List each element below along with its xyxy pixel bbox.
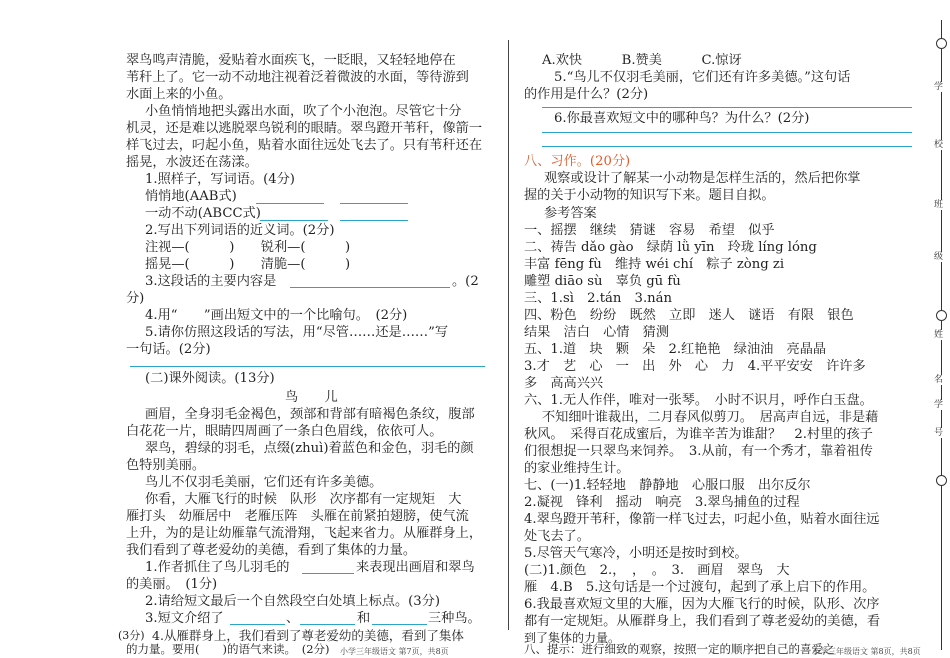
answer-line[interactable]	[542, 146, 912, 147]
text-line: 不知细叶谁裁出，二月春风似剪刀。 居高声自远，非是藉	[542, 410, 879, 425]
text-line: 3.才 艺 心 一 出 外 心 力 4.平平安安 许许多	[524, 359, 866, 374]
text-line: 八、提示：进行细致的观察，按照一定的顺序把自己的喜爱之	[524, 642, 835, 656]
page-footer: 小学三年级语文 第7页，共8页	[340, 647, 449, 656]
text-line: 的美丽。 (1分)	[126, 577, 218, 592]
page-divider	[508, 40, 509, 630]
text-line: 五、1.道 块 颗 朵 2.红艳艳 绿油油 亮晶晶	[524, 342, 827, 357]
text-line: 一、摇摆 继续 猜谜 容易 希望 似乎	[524, 223, 775, 238]
text-line: 悄悄地(AAB式)	[145, 189, 237, 204]
text-line: 、	[286, 611, 300, 626]
answer-key-heading: 参考答案	[544, 206, 597, 221]
question-1: 1.照样子，写词语。(4分)	[145, 172, 295, 187]
text-line: 结果 洁白 心情 猜测	[524, 325, 670, 340]
binding-label: 学	[934, 400, 944, 410]
binding-label: 班	[934, 200, 944, 210]
text-line: 们很想捉一只翠鸟来饲养。 3.从前，有一个秀才，靠着祖传	[524, 444, 873, 459]
text-line: 握的关于小动物的知识写下来。题目自拟。	[524, 188, 775, 203]
text-line: 色特别美丽。	[126, 458, 206, 473]
section-heading: (二)课外阅读。(13分)	[145, 371, 275, 386]
answer-line[interactable]	[256, 203, 324, 204]
text-line: 画眉，全身羽毛金褐色，颈部和背部有暗褐色条纹，腹部	[145, 407, 475, 422]
text-line: 分)	[126, 291, 145, 306]
text-line: 雁 4.B 5.这句话是一个过渡句，起到了承上启下的作用。	[524, 580, 876, 595]
text-line: (二)1.颜色 2.， ， 。 3. 画眉 翠鸟 大	[524, 563, 790, 578]
text-line: 水面上来的小鱼。	[126, 87, 232, 102]
text-line: 上升，为的是让幼雁靠气流滑翔，飞起来省力。从雁群身上，	[126, 526, 483, 541]
text-line: (3分)	[118, 629, 145, 642]
answer-line[interactable]	[542, 132, 912, 133]
text-line: 三种鸟。	[428, 611, 481, 626]
binding-label: 号	[934, 428, 944, 438]
question-4: 4.用“ ”画出短文中的一个比喻句。 (2分)	[145, 308, 408, 323]
right-page	[512, 0, 930, 657]
question-5: 5.“鸟儿不仅羽毛美丽，它们还有许多美德。”这句话	[554, 70, 851, 85]
text-line: 来表现出画眉和翠鸟	[356, 560, 475, 575]
text-line: 我们看到了尊老爱幼的美德，看到了集体的力量。	[126, 543, 417, 558]
question-2: 2.请给短文最后一个自然段空白处填上标点。(3分)	[145, 594, 441, 609]
text-line: 的家业维持生计。	[524, 461, 630, 476]
text-line: 小鱼悄悄地把头露出水面，吹了个小泡泡。尽管它十分	[145, 104, 462, 119]
text-line: 七、(一)1.轻轻地 静静地 心服口服 出尔反尔	[524, 478, 811, 493]
answer-line[interactable]	[130, 366, 485, 367]
question-6: 6.你最喜欢短文中的哪种鸟？为什么？(2分)	[554, 111, 810, 126]
text-line: 摇晃，水波还在荡漾。	[126, 155, 258, 170]
text-line: 6.我最喜欢短文里的大雁，因为大雁飞行的时候，队形、次序	[524, 597, 880, 612]
text-line: 四、粉色 纷纷 既然 立即 迷人 谜语 有限 银色	[524, 308, 854, 323]
text-line: 多 高高兴兴	[524, 376, 604, 391]
answer-line[interactable]	[340, 220, 408, 221]
text-line: 的作用是什么？(2分)	[524, 87, 649, 102]
answer-line[interactable]	[300, 624, 355, 625]
text-line: 到了集体的力量。	[524, 631, 621, 645]
question-5: 5.请你仿照这段话的写法，用“尽管……还是……”写	[145, 325, 449, 340]
answer-line[interactable]	[230, 624, 285, 625]
text-line: 苇秆上了。它一动不动地注视着泛着微波的水面，等待游到	[126, 70, 469, 85]
binding-label: 名	[934, 375, 944, 385]
question-2: 2.写出下列词语的近义词。(2分)	[145, 223, 335, 238]
binding-hole	[936, 38, 947, 49]
text-line: 翠鸟鸣声清脆，爱贴着水面疾飞，一眨眼，又轻轻地停在	[126, 53, 456, 68]
text-line: 2.凝视 锋利 摇动 响亮 3.翠鸟捕鱼的过程	[524, 495, 800, 510]
text-line: 观察或设计了解某一小动物是怎样生活的，然后把你掌	[544, 171, 861, 186]
question-3: 3.这段话的主要内容是	[145, 274, 277, 289]
text-line: 和	[357, 611, 371, 626]
answer-line[interactable]	[260, 220, 328, 221]
binding-hole	[936, 475, 947, 486]
text-line: 丰富 fēng fù 维持 wéi chí 粽子 zòng zi	[524, 257, 785, 272]
question-1: 1.作者抓住了鸟儿羽毛的	[145, 560, 290, 575]
binding-label: 学	[934, 82, 944, 92]
question-4: 4.从雁群身上，我们看到了尊老爱幼的美德，看到了集体	[152, 628, 464, 643]
binding-margin	[932, 20, 950, 650]
answer-line[interactable]	[372, 624, 427, 625]
text-line: 机灵，还是难以逃脱翠鸟锐利的眼睛。翠鸟蹬开苇秆，像箭一	[126, 121, 483, 136]
text-line: 注视—( ) 锐利—( )	[145, 240, 351, 255]
text-line: 秋风。 采得百花成蜜后，为谁辛苦为谁甜？ 2.村里的孩子	[524, 427, 873, 442]
text-line: 样飞过去，叼起小鱼，贴着水面往远处飞去了。只有苇秆还在	[126, 138, 483, 153]
text-line: 5.尽管天气寒冷，小明还是按时到校。	[524, 546, 748, 561]
answer-line[interactable]	[302, 573, 354, 574]
answer-line[interactable]	[542, 107, 912, 108]
text-line: 。(2	[452, 274, 479, 289]
text-line: 雁打头 幼雁居中 老雁压阵 头雁在前紧拍翅膀，使气流	[126, 509, 469, 524]
text-line: 鸟儿不仅羽毛美丽，它们还有许多美德。	[145, 475, 383, 490]
page-footer: 小学三年级语文 第8页，共8页	[812, 647, 921, 656]
text-line: 摇晃—( ) 清脆—( )	[145, 257, 351, 272]
binding-hole	[936, 310, 947, 321]
binding-label: 级	[934, 252, 944, 262]
question-3: 3.短文介绍了	[145, 611, 224, 626]
answer-line[interactable]	[290, 287, 450, 288]
text-line: 翠鸟，碧绿的羽毛，点缀(zhuì)着蓝色和金色，羽毛的颜	[145, 441, 474, 456]
text-line: 处飞去了。	[524, 529, 590, 544]
text-line: 4.翠鸟蹬开苇秆，像箭一样飞过去，叼起小鱼，贴着水面往远	[524, 512, 880, 527]
binding-label: 姓	[934, 330, 944, 340]
text-line: 白花花一片，眼睛四周画了一条白色眉线，依依可人。	[126, 424, 443, 439]
text-line: 三、1.sì 2.tán 3.nán	[524, 291, 672, 306]
text-line: 一动不动(ABCC式)	[145, 206, 261, 221]
text-line: 你看，大雁飞行的时候 队形 次序都有一定规矩 大	[145, 492, 462, 507]
text-line: 二、祷告 dǎo gào 绿荫 lǜ yīn 玲珑 líng lóng	[524, 240, 817, 255]
passage-title: 鸟 儿	[285, 390, 338, 405]
options-line: A.欢快 B.赞美 C.惊讶	[542, 53, 742, 68]
text-line: 雕塑 diāo sù 辜负 gū fù	[524, 274, 681, 289]
text-line: 的力量。要用( )的语气来读。 (2分)	[126, 642, 330, 656]
text-line: 都有一定规矩。从雁群身上，我们看到了尊老爱幼的美德，看	[524, 614, 881, 629]
binding-label: 校	[934, 140, 944, 150]
answer-line[interactable]	[340, 203, 408, 204]
text-line: 六、1.无人作伴，唯对一张琴。 小时不识月，呼作白玉盘。	[524, 393, 873, 408]
text-line: 一句话。(2分)	[126, 342, 211, 357]
section-heading-writing: 八、习作。(20分)	[524, 154, 631, 169]
